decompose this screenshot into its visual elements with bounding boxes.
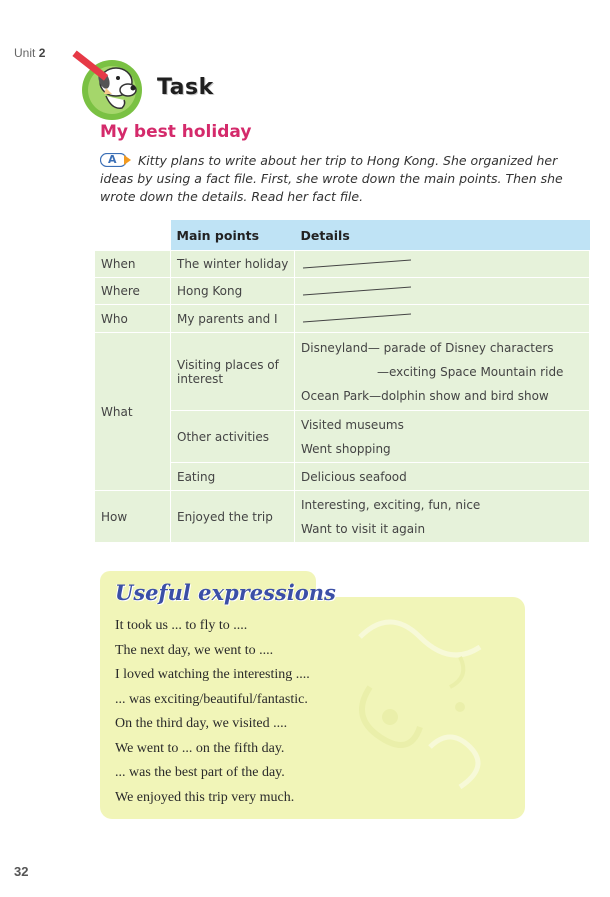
main-point: Hong Kong [171,278,295,305]
detail-item: Disneyland— parade of Disney characters [301,340,554,355]
row-label: When [95,251,171,278]
table-row [95,278,590,305]
list-item: ... was exciting/beautiful/fantastic. [115,691,308,707]
row-label: Who [95,305,171,333]
list-item: ... was the best part of the day. [115,765,285,780]
unit-word: Unit [14,46,36,60]
main-point: The winter holiday [171,251,295,278]
page-heading: My best holiday [100,122,252,142]
instruction-paragraph [100,152,590,206]
main-point: Enjoyed the trip [171,491,295,543]
badge-letter: A [108,153,117,166]
unit-label [14,46,45,60]
expressions-list [115,614,310,810]
fact-file-table [94,220,590,543]
blank-line [301,256,411,270]
list-item: The next day, we went to .... [115,642,274,658]
list-item: We enjoyed this trip very much. [115,789,295,805]
details-cell [295,463,590,491]
detail-item: Interesting, exciting, fun, nice [301,497,481,512]
dog-mascot-icon [66,50,158,122]
detail-item: Went shopping [301,441,391,456]
table-row [95,305,590,333]
arrow-badge-icon [100,153,132,167]
answer-blank[interactable] [295,278,590,305]
row-label: How [95,491,171,543]
detail-item: Visited museums [301,417,404,432]
list-item: We went to ... on the fifth day. [115,740,285,756]
section-title: Task [157,75,214,100]
list-item: It took us ... to fly to .... [115,618,248,633]
blank-line [301,310,411,324]
main-point: Other activities [171,411,295,463]
detail-item: Delicious seafood [301,469,407,484]
detail-item: Ocean Park—dolphin show and bird show [301,388,549,403]
page-number: 32 [14,864,29,879]
instruction-text: Kitty plans to write about her trip to Hong Kong. She organized her ideas by using a fact file. First, she wrote down the main points. Then she wrote down the details. Read her fact file. [100,153,563,204]
table-header-main-points: Main points [171,220,295,251]
table-header-blank [95,220,171,251]
row-label: What [95,333,171,491]
details-cell [295,333,590,411]
table-header-details: Details [295,220,590,251]
table-row [95,333,590,411]
detail-item: —exciting Space Mountain ride [377,364,564,379]
main-point: Eating [171,463,295,491]
main-point: My parents and I [171,305,295,333]
answer-blank[interactable] [295,305,590,333]
detail-item: Want to visit it again [301,521,426,536]
table-row [95,251,590,278]
table-row [95,491,590,543]
blank-line [301,283,411,297]
useful-expressions-title: Useful expressions [115,580,336,605]
list-item: On the third day, we visited .... [115,716,288,731]
details-cell [295,491,590,543]
list-item: I loved watching the interesting .... [115,667,310,682]
unit-number: 2 [38,46,46,60]
answer-blank[interactable] [295,251,590,278]
main-point: Visiting places of interest [171,333,295,411]
row-label: Where [95,278,171,305]
details-cell [295,411,590,463]
